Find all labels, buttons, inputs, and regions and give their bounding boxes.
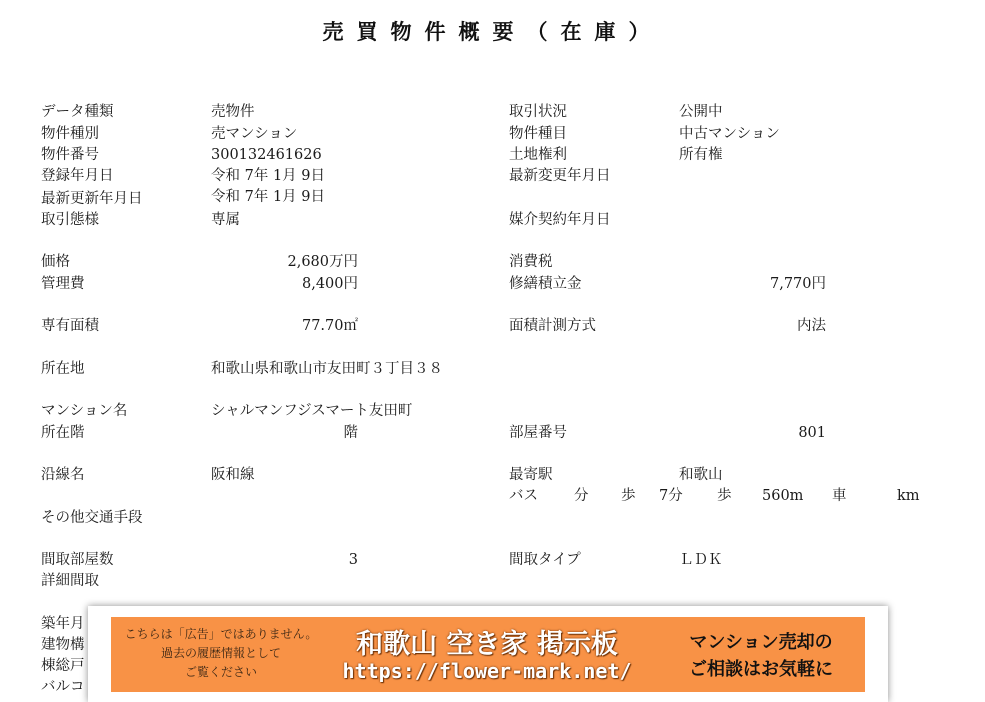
value-room-no: 801: [798, 425, 826, 441]
access-walk-dist: 560m: [762, 488, 804, 504]
label-property-item: 物件種目: [509, 126, 567, 142]
label-price: 価格: [41, 254, 70, 270]
banner-title: 和歌山 空き家 掲示板: [356, 629, 618, 660]
label-mansion-name: マンション名: [41, 403, 128, 419]
value-mgmt-fee: 8,400円: [301, 276, 358, 292]
access-car: 車: [832, 488, 847, 504]
label-structure: 建物構: [41, 637, 85, 653]
label-last-changed: 最新変更年月日: [509, 168, 611, 184]
value-property-no: 300132461626: [211, 147, 322, 163]
banner-note: [111, 625, 331, 682]
access-bus: バス: [509, 488, 538, 504]
value-rooms: 3: [348, 552, 358, 568]
banner-cta-line1: マンション売却の: [689, 632, 833, 653]
value-data-type: 売物件: [211, 104, 255, 120]
ad-banner[interactable]: [111, 617, 865, 692]
label-last-updated: 最新更新年月日: [41, 191, 143, 207]
value-layout-type: ＬＤＫ: [679, 552, 723, 568]
label-area-method: 面積計測方式: [509, 318, 596, 334]
value-deal-form: 専属: [211, 212, 240, 228]
banner-note-line2: 過去の履歴情報として: [160, 646, 281, 660]
label-balcony: バルコ: [41, 679, 85, 695]
value-location: 和歌山県和歌山市友田町３丁目３８: [211, 361, 443, 377]
value-area: 77.70㎡: [301, 318, 358, 334]
label-data-type: データ種類: [41, 104, 114, 120]
banner-url-link[interactable]: https://flower-mark.net/: [342, 659, 632, 683]
label-rooms: 間取部屋数: [41, 552, 114, 568]
label-registered: 登録年月日: [41, 168, 114, 184]
label-line: 沿線名: [41, 467, 85, 483]
access-car-unit: km: [897, 488, 920, 504]
access-bus-min: 分: [574, 488, 589, 504]
label-station: 最寄駅: [509, 467, 553, 483]
value-station: 和歌山: [679, 467, 723, 483]
banner-cta-line2: ご相談はお気軽に: [689, 659, 833, 680]
access-walk-min: 7分: [659, 488, 683, 504]
label-mgmt-fee: 管理費: [41, 276, 85, 292]
label-property-type: 物件種別: [41, 126, 99, 142]
page-title: 売買物件概要（在庫）: [322, 20, 663, 44]
label-property-no: 物件番号: [41, 147, 99, 163]
banner-cta: [663, 629, 859, 683]
value-mansion-name: シャルマンフジスマート友田町: [211, 403, 413, 419]
value-repair-reserve: 7,770円: [769, 276, 826, 292]
value-line: 阪和線: [211, 467, 255, 483]
value-land-rights: 所有権: [679, 147, 723, 163]
label-brokerage-date: 媒介契約年月日: [509, 212, 611, 228]
label-layout-type: 間取タイプ: [509, 552, 581, 568]
label-room-no: 部屋番号: [509, 425, 567, 441]
banner-note-line1: こちらは「広告」ではありません。: [124, 627, 318, 641]
label-layout-detail: 詳細間取: [41, 573, 99, 589]
banner-note-line3: ご覧ください: [184, 665, 257, 679]
value-floor: 階: [343, 425, 358, 441]
value-last-updated: 令和 7年 1月 9日: [211, 189, 326, 205]
label-location: 所在地: [41, 361, 85, 377]
value-status: 公開中: [679, 104, 723, 120]
value-property-type: 売マンション: [211, 126, 298, 142]
label-total-units: 棟総戸: [41, 658, 85, 674]
label-area: 専有面積: [41, 318, 99, 334]
label-consumption-tax: 消費税: [509, 254, 553, 270]
label-land-rights: 土地権利: [509, 147, 567, 163]
label-deal-form: 取引態様: [41, 212, 99, 228]
value-price: 2,680万円: [287, 254, 358, 270]
value-property-item: 中古マンション: [679, 126, 780, 142]
label-floor: 所在階: [41, 425, 85, 441]
access-walk2: 歩: [717, 488, 732, 504]
label-repair-reserve: 修繕積立金: [509, 276, 582, 292]
label-other-transport: その他交通手段: [41, 510, 143, 526]
access-walk: 歩: [621, 488, 636, 504]
value-registered: 令和 7年 1月 9日: [211, 168, 326, 184]
label-status: 取引状況: [509, 104, 567, 120]
label-built: 築年月: [41, 616, 85, 632]
value-area-method: 内法: [797, 318, 826, 334]
